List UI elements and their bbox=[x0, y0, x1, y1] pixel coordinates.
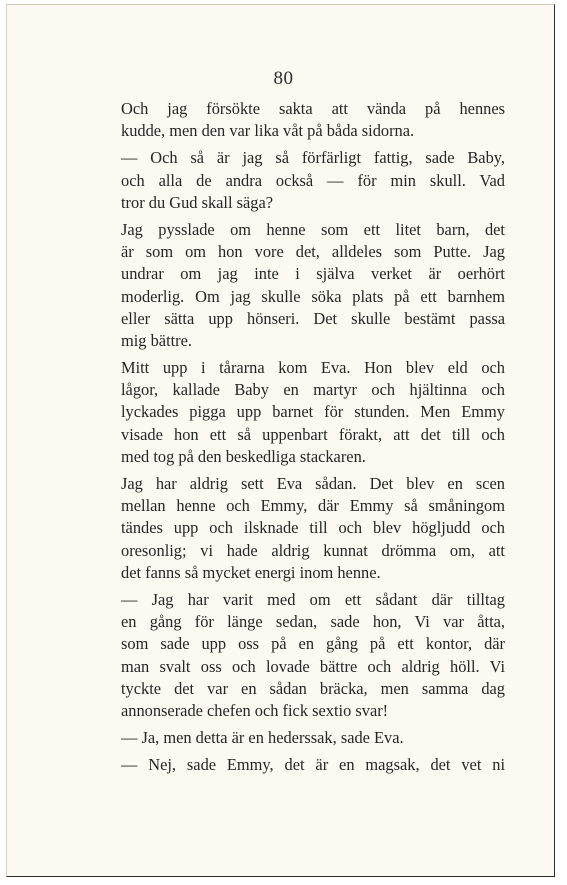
text-line: — Ja, men detta är en hederssak, sade Eva. bbox=[121, 728, 404, 748]
text-line: undrar om jag inte i själva verket är oerhört bbox=[121, 264, 505, 284]
text-line: mig bättre. bbox=[121, 330, 193, 350]
text-line: Mitt upp i tårarna kom Eva. Hon blev eld och bbox=[121, 358, 505, 378]
text-line: Jag har aldrig sett Eva sådan. Det blev en scen bbox=[121, 474, 505, 493]
text-line: man svalt oss och lovade bättre och aldrig höll. Vi bbox=[121, 656, 505, 676]
text-line: kudde, men den var lika våt på båda sidorna. bbox=[121, 121, 415, 141]
paragraph bbox=[121, 98, 505, 142]
text-line: annonserade chefen och fick sextio svar! bbox=[121, 700, 389, 720]
text-line: är som om hon vore det, alldeles som Putte. Jag bbox=[121, 242, 505, 262]
paragraph bbox=[121, 357, 505, 468]
text-line: och alla de andra också — för min skull. Vad bbox=[121, 170, 505, 190]
text-line: — Jag har varit med om ett sådant där tilltag bbox=[121, 589, 505, 609]
text-line: lyckades pigga upp barnet för stunden. Men Emmy bbox=[121, 402, 505, 422]
text-line: — Nej, sade Emmy, det är en magsak, det vet ni bbox=[121, 755, 505, 775]
paragraph bbox=[121, 754, 505, 776]
paragraph bbox=[121, 147, 505, 214]
text-line: tyckte det var en sådan bräcka, men samma dag bbox=[121, 678, 505, 698]
text-line: som sade upp oss på en gång på ett kontor, där bbox=[121, 634, 505, 654]
text-line: moderlig. Om jag skulle söka plats på ett barnhem bbox=[121, 286, 505, 306]
text-line: det fanns så mycket energi inom henne. bbox=[121, 562, 381, 582]
text-line: en gång för länge sedan, sade hon, Vi var åtta, bbox=[121, 612, 505, 632]
text-line: med tog på den beskedliga stackaren. bbox=[121, 446, 366, 466]
paragraph bbox=[121, 473, 505, 584]
text-line: visade hon ett så uppenbart förakt, att det till och bbox=[121, 424, 505, 444]
text-line: Jag pysslade om henne som ett litet barn, det bbox=[121, 219, 505, 239]
text-line: eller sätta upp hönseri. Det skulle bestämt passa bbox=[121, 308, 505, 328]
page-number: 80 bbox=[273, 68, 294, 89]
paragraph bbox=[121, 589, 505, 722]
body-text bbox=[121, 98, 505, 781]
text-line: — Och så är jag så förfärligt fattig, sade Baby, bbox=[121, 148, 505, 168]
text-line: tror du Gud skall säga? bbox=[121, 192, 274, 212]
text-line: lågor, kallade Baby en martyr och hjältinna och bbox=[121, 380, 505, 400]
text-line: Och jag försökte sakta att vända på hennes bbox=[121, 99, 505, 118]
text-line: oresonlig; vi hade aldrig kunnat drömma om, att bbox=[121, 540, 505, 560]
text-line: tändes upp och ilsknade till och blev högljudd och bbox=[121, 518, 505, 538]
paragraph bbox=[121, 727, 505, 749]
paragraph bbox=[121, 219, 505, 352]
text-line: mellan henne och Emmy, där Emmy så småningom bbox=[121, 496, 505, 516]
